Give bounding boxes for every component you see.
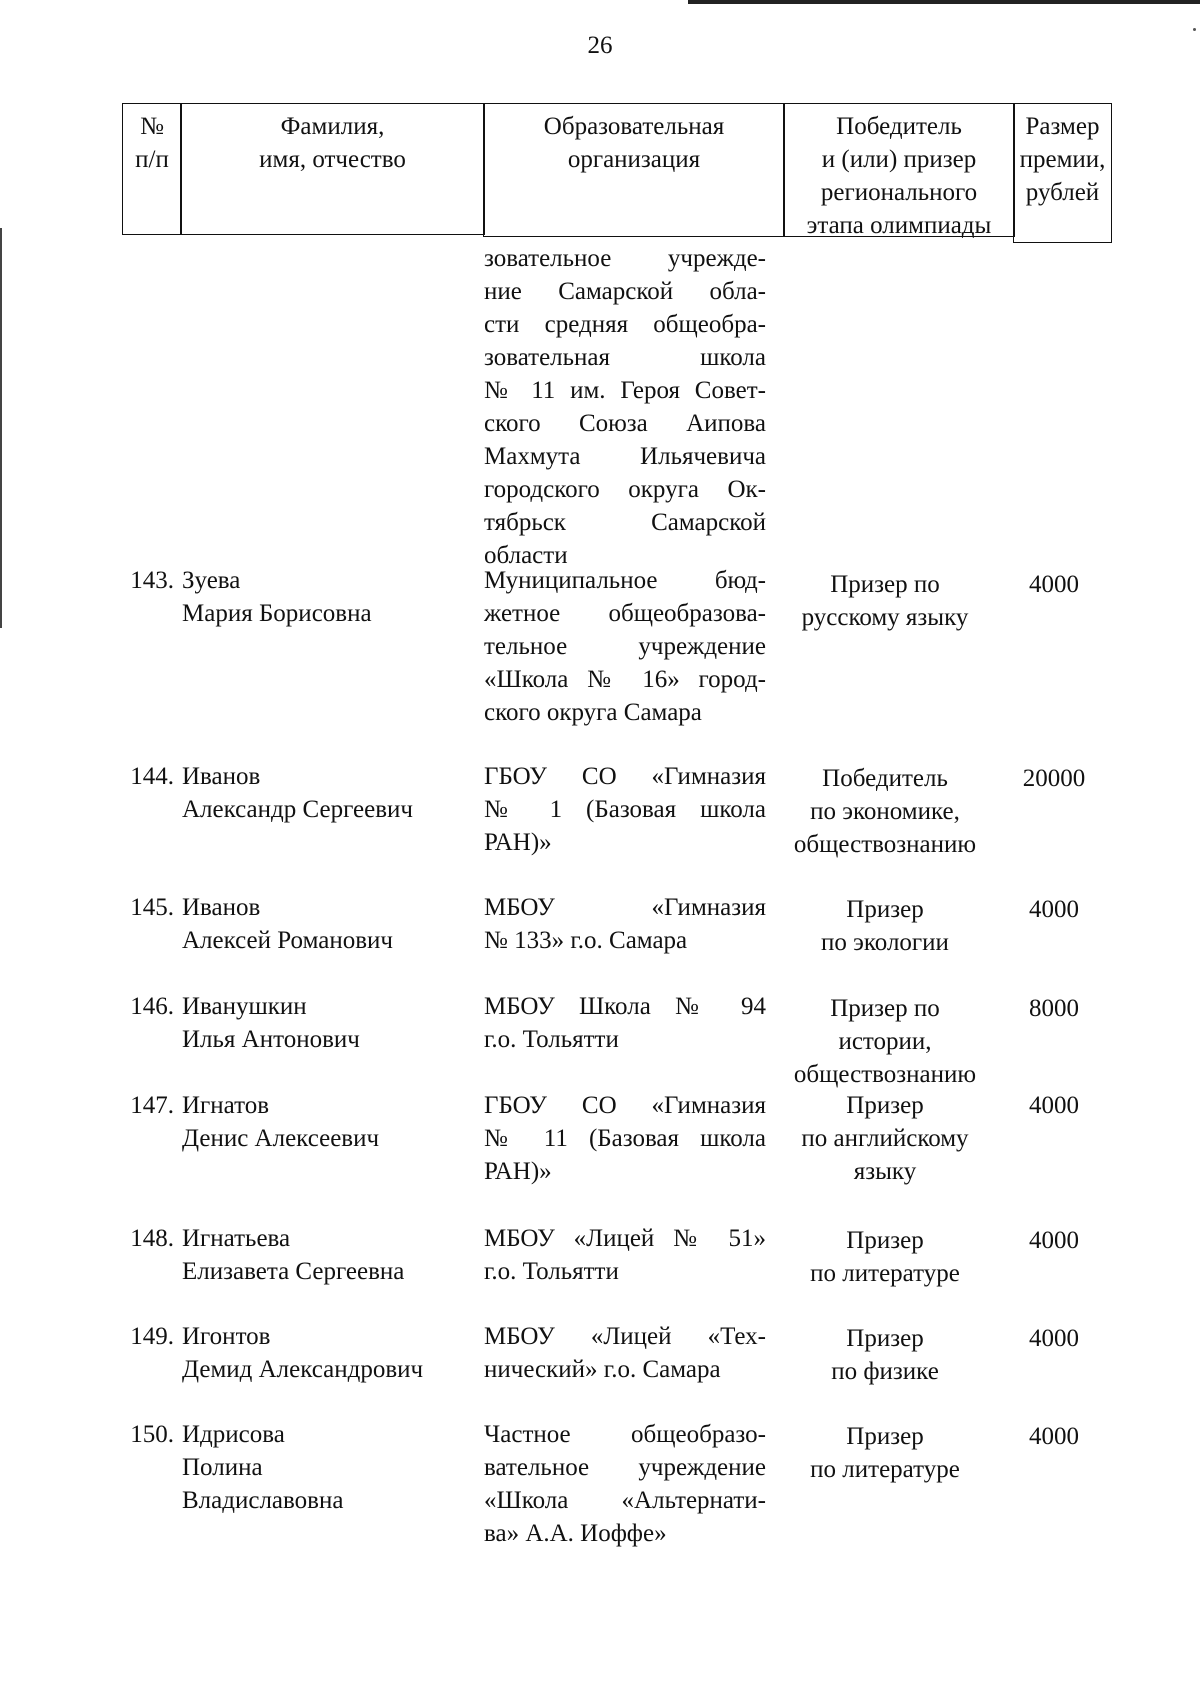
row-org xyxy=(484,990,766,1056)
row-result xyxy=(776,893,994,959)
row-amount: 4000 xyxy=(1029,1423,1079,1450)
header-name xyxy=(180,103,485,235)
row-number: 143. xyxy=(130,567,174,594)
org-line: № 11 (Базовая школа xyxy=(484,1125,766,1152)
row-number: 145. xyxy=(130,894,174,921)
row-name xyxy=(182,1320,462,1386)
name-line: Полина xyxy=(182,1454,263,1481)
org-line: г.о. Тольятти xyxy=(484,1026,619,1053)
org-line: сти средняя общеобра- xyxy=(484,311,766,338)
header-result-line: регионального xyxy=(820,179,978,206)
org-line: зовательное учрежде- xyxy=(484,245,766,272)
org-line: ва» А.А. Иоффе» xyxy=(484,1520,667,1547)
row-result xyxy=(776,762,994,861)
name-line: Елизавета Сергеевна xyxy=(182,1258,405,1285)
row-amount: 8000 xyxy=(1029,995,1079,1022)
org-line: ние Самарской обла- xyxy=(484,278,766,305)
row-amount: 4000 xyxy=(1029,1227,1079,1254)
row-number: 149. xyxy=(130,1323,174,1350)
row-result xyxy=(776,568,994,634)
row-number: 147. xyxy=(130,1092,174,1119)
header-amount-line: премии, xyxy=(1019,146,1106,173)
org-line: жетное общеобразова- xyxy=(484,600,766,627)
row-number: 148. xyxy=(130,1225,174,1252)
result-line: Призер xyxy=(846,1423,924,1450)
row-org xyxy=(484,891,766,957)
row-amount: 4000 xyxy=(1029,1325,1079,1352)
page-number: 26 xyxy=(587,32,613,59)
header-num-line: п/п xyxy=(135,146,169,173)
org-line: ского округа Самара xyxy=(484,699,702,726)
result-line: Призер xyxy=(846,1325,924,1352)
header-amount xyxy=(1013,103,1112,243)
header-amount-line: Размер xyxy=(1025,113,1100,140)
result-line: Призер xyxy=(846,896,924,923)
name-line: Иванов xyxy=(182,763,261,790)
org-line: № 11 им. Героя Совет- xyxy=(484,377,766,404)
org-line: МБОУ «Лицей № 51» xyxy=(484,1225,766,1252)
org-line: Муниципальное бюд- xyxy=(484,567,766,594)
scan-speck xyxy=(1193,28,1196,31)
result-line: обществознанию xyxy=(793,831,977,858)
row-name xyxy=(182,1222,462,1288)
row-amount: 4000 xyxy=(1029,1092,1079,1119)
org-line: «Школа «Альтернати- xyxy=(484,1487,766,1514)
result-line: по экологии xyxy=(821,929,949,956)
name-line: Демид Александрович xyxy=(182,1356,424,1383)
result-line: по английскому xyxy=(801,1125,969,1152)
row-org xyxy=(484,1089,766,1188)
header-result xyxy=(783,103,1015,237)
result-line: по литературе xyxy=(810,1456,960,1483)
result-line: Призер xyxy=(846,1227,924,1254)
row-number: 146. xyxy=(130,993,174,1020)
result-line: по литературе xyxy=(810,1260,960,1287)
header-org-line: Образовательная xyxy=(543,113,725,140)
row-result xyxy=(776,1420,994,1486)
org-line: МБОУ Школа № 94 xyxy=(484,993,766,1020)
row-org xyxy=(484,1222,766,1288)
org-line: ГБОУ СО «Гимназия xyxy=(484,1092,766,1119)
header-result-line: Победитель xyxy=(836,113,962,140)
name-line: Денис Алексеевич xyxy=(182,1125,380,1152)
org-line: ГБОУ СО «Гимназия xyxy=(484,763,766,790)
row-name xyxy=(182,564,462,630)
name-line: Иванов xyxy=(182,894,261,921)
result-line: Победитель xyxy=(822,765,948,792)
row-name xyxy=(182,1089,462,1155)
result-line: русскому языку xyxy=(801,604,969,631)
org-line: зовательная школа xyxy=(484,344,766,371)
row-amount: 20000 xyxy=(1022,765,1086,792)
org-line: РАН)» xyxy=(484,829,552,856)
row-result xyxy=(776,1089,994,1188)
org-line: вательное учреждение xyxy=(484,1454,766,1481)
scan-border-left xyxy=(0,228,2,628)
row-number: 150. xyxy=(130,1421,174,1448)
org-line: области xyxy=(484,542,568,569)
scan-border-top xyxy=(688,0,1200,4)
name-line: Алексей Романович xyxy=(182,927,393,954)
name-line: Илья Антонович xyxy=(182,1026,360,1053)
org-line: Частное общеобразо- xyxy=(484,1421,766,1448)
row-result xyxy=(776,992,994,1091)
row-org xyxy=(484,760,766,859)
name-line: Игнатьева xyxy=(182,1225,291,1252)
header-name-line: имя, отчество xyxy=(259,146,406,173)
result-line: по экономике, xyxy=(810,798,960,825)
org-line: МБОУ «Лицей «Тех- xyxy=(484,1323,766,1350)
header-result-line: этапа олимпиады xyxy=(806,212,992,239)
org-line: г.о. Тольятти xyxy=(484,1258,619,1285)
result-line: Призер xyxy=(846,1092,924,1119)
result-line: Призер по xyxy=(830,995,940,1022)
row-org xyxy=(484,1320,766,1386)
header-org xyxy=(483,103,785,237)
org-line: нический» г.о. Самара xyxy=(484,1356,721,1383)
name-line: Александр Сергеевич xyxy=(182,796,413,823)
header-num xyxy=(122,103,182,235)
name-line: Идрисова xyxy=(182,1421,285,1448)
row-amount: 4000 xyxy=(1029,896,1079,923)
result-line: по физике xyxy=(831,1358,939,1385)
header-result-line: и (или) призер xyxy=(821,146,977,173)
org-line: № 1 (Базовая школа xyxy=(484,796,766,823)
result-line: обществознанию xyxy=(793,1061,977,1088)
name-line: Зуева xyxy=(182,567,241,594)
result-line: языку xyxy=(853,1158,917,1185)
row-name xyxy=(182,1418,462,1517)
row-name xyxy=(182,990,462,1056)
row-result xyxy=(776,1322,994,1388)
row-name xyxy=(182,760,462,826)
header-name-line: Фамилия, xyxy=(280,113,385,140)
org-line: тельное учреждение xyxy=(484,633,766,660)
org-line: «Школа № 16» город- xyxy=(484,666,766,693)
row-org xyxy=(484,564,766,729)
name-line: Мария Борисовна xyxy=(182,600,372,627)
name-line: Владиславовна xyxy=(182,1487,344,1514)
header-num-line: № xyxy=(140,113,164,140)
org-line: Махмута Ильячевича xyxy=(484,443,766,470)
header-org-line: организация xyxy=(567,146,701,173)
org-line: № 133» г.о. Самара xyxy=(484,927,688,954)
org-line: МБОУ «Гимназия xyxy=(484,894,766,921)
name-line: Игнатов xyxy=(182,1092,270,1119)
row-result xyxy=(776,1224,994,1290)
result-line: Призер по xyxy=(830,571,940,598)
name-line: Игонтов xyxy=(182,1323,271,1350)
row-number: 144. xyxy=(130,763,174,790)
row-org xyxy=(484,1418,766,1550)
org-line: РАН)» xyxy=(484,1158,552,1185)
header-amount-line: рублей xyxy=(1025,179,1100,206)
continuation-org xyxy=(484,242,766,572)
org-line: ского Союза Аипова xyxy=(484,410,766,437)
row-amount: 4000 xyxy=(1029,571,1079,598)
table-header xyxy=(122,103,1112,237)
org-line: городского округа Ок- xyxy=(484,476,766,503)
row-name xyxy=(182,891,462,957)
result-line: истории, xyxy=(838,1028,932,1055)
org-line: тябрьск Самарской xyxy=(484,509,766,536)
name-line: Иванушкин xyxy=(182,993,307,1020)
